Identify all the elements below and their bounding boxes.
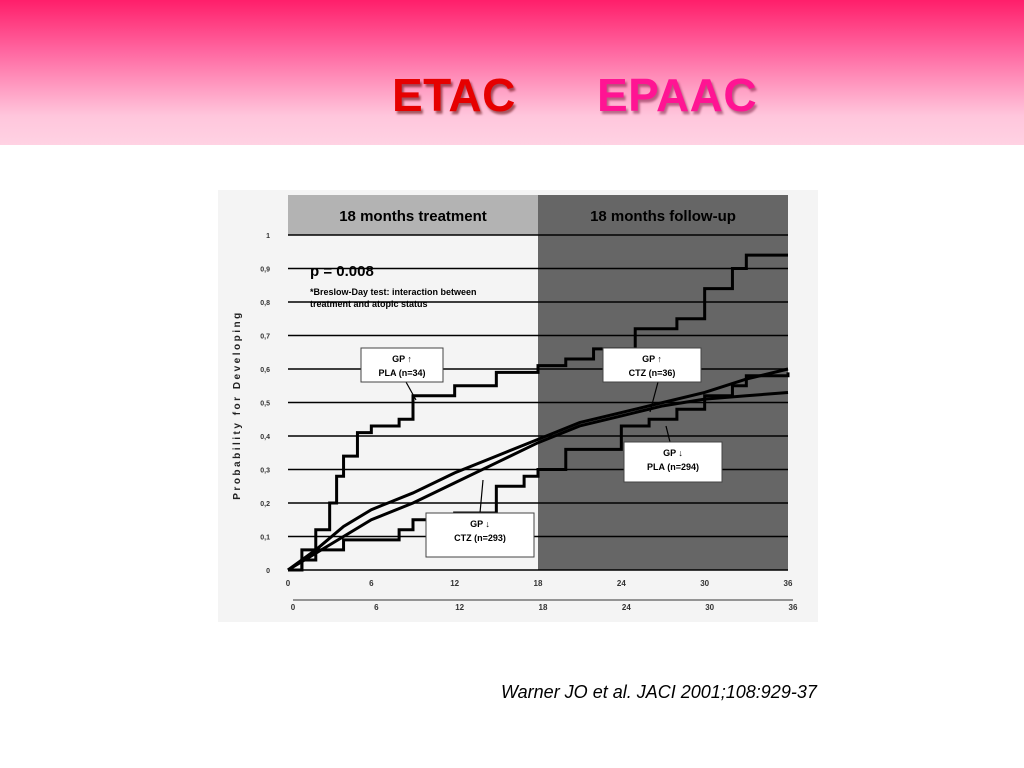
test-note-line2: treatment and atopic status xyxy=(310,299,428,309)
treatment-period-label: 18 months treatment xyxy=(339,208,487,225)
x-tick-label: 12 xyxy=(450,579,460,588)
title-epaac: EPAAC xyxy=(597,69,758,121)
x-tick-label: 24 xyxy=(616,579,626,588)
x-tick-label-secondary: 30 xyxy=(705,603,715,612)
y-tick-label: 0,5 xyxy=(260,400,270,408)
x-tick-label: 36 xyxy=(783,579,793,588)
survival-chart xyxy=(218,190,818,622)
x-tick-label-secondary: 0 xyxy=(290,603,296,612)
y-tick-label: 0,9 xyxy=(260,266,270,274)
y-tick-label: 0,8 xyxy=(260,300,270,307)
y-tick-label: 0,2 xyxy=(260,501,270,508)
series-label-line1: GP ↑ xyxy=(642,354,662,364)
series-label-line2: PLA (n=34) xyxy=(378,368,426,378)
x-tick-label: 0 xyxy=(285,579,291,588)
y-tick-label: 0,4 xyxy=(260,434,270,441)
y-tick-label: 1 xyxy=(266,233,270,240)
x-tick-label: 30 xyxy=(700,579,710,588)
title-etac: ETAC xyxy=(392,69,516,121)
citation: Warner JO et al. JACI 2001;108:929-37 xyxy=(501,682,817,702)
followup-period-label: 18 months follow-up xyxy=(590,208,736,225)
y-tick-label: 0,6 xyxy=(260,367,270,374)
x-tick-label-secondary: 36 xyxy=(788,603,798,612)
x-tick-label-secondary: 12 xyxy=(455,603,465,612)
p-value-annotation: p = 0.008 xyxy=(310,263,374,280)
x-tick-label-secondary: 6 xyxy=(374,603,379,612)
y-tick-label: 0,3 xyxy=(260,467,270,475)
x-tick-label-secondary: 18 xyxy=(538,603,548,612)
x-tick-label: 6 xyxy=(369,579,374,588)
series-label-line1: GP ↓ xyxy=(470,519,490,529)
series-label-line2: PLA (n=294) xyxy=(647,462,699,472)
series-label-line2: CTZ (n=36) xyxy=(628,368,676,378)
y-tick-label: 0 xyxy=(266,568,270,575)
series-label-line1: GP ↓ xyxy=(663,448,683,458)
y-tick-label: 0,7 xyxy=(260,333,270,341)
x-tick-label: 18 xyxy=(533,579,543,588)
y-tick-label: 0,1 xyxy=(260,534,270,542)
x-tick-label-secondary: 24 xyxy=(621,603,631,612)
test-note-line1: *Breslow-Day test: interaction between xyxy=(310,287,477,297)
y-axis-label: Probability for Developing xyxy=(232,310,243,500)
series-label-line1: GP ↑ xyxy=(392,354,412,364)
series-label-line2: CTZ (n=293) xyxy=(454,533,506,543)
